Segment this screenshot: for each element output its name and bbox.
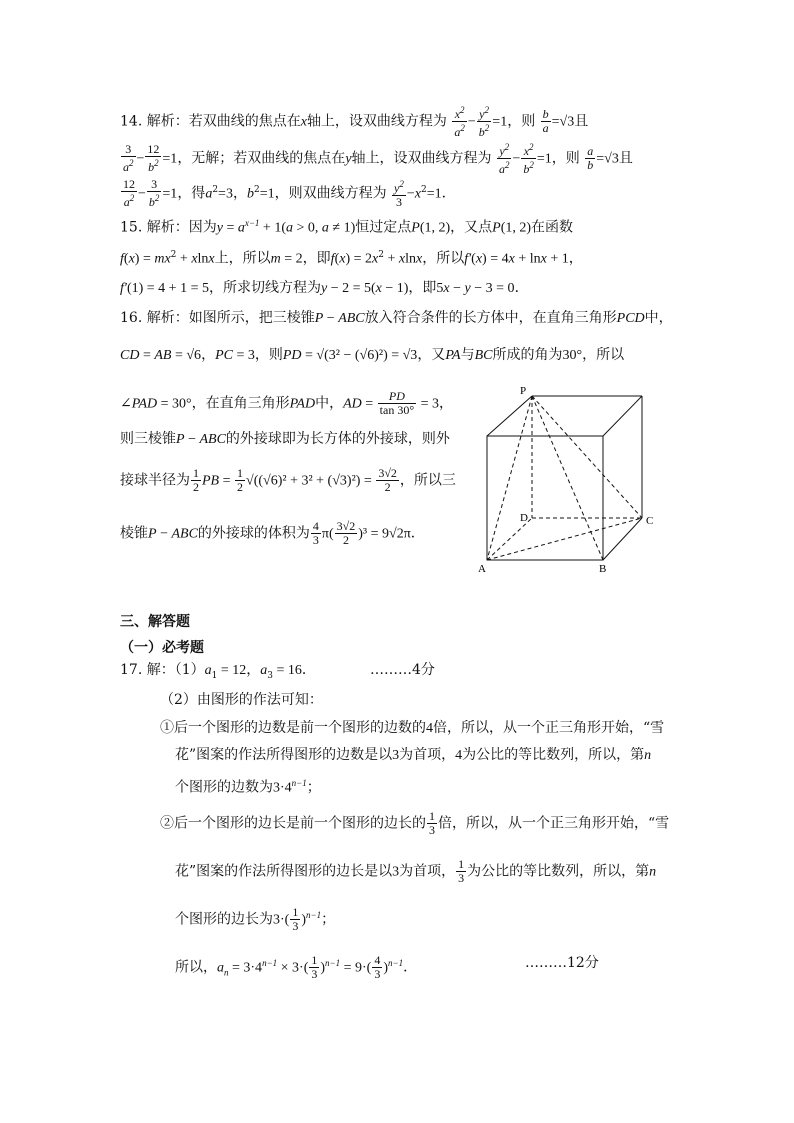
text: ，则双曲线方程为	[274, 185, 387, 202]
text: ，即	[302, 250, 331, 267]
text: 所成的角为	[492, 347, 563, 363]
score-12: ………12分	[525, 955, 599, 971]
text: ，无解；若双曲线的焦点在	[177, 150, 346, 167]
q16-line-5: 接球半径为 $\frac{1}{2}$ PB = $\frac{1}{2}$ √((√6)² + 3² + (√3)²) = $\frac{3√2}{2}$ ，所以三	[120, 466, 456, 494]
text: ，则	[254, 347, 283, 363]
q16-line-6: 棱锥P − ABC的外接球的体积为 $\frac{4}{3}$ π( $\frac{3√2}{2}$ )³ = 9√2π．	[120, 519, 425, 547]
edge	[487, 396, 532, 436]
text: ①后一个图形的边数是前一个图形的边数的	[160, 720, 426, 736]
q17-line-9: 所以，$a_n = 3\cdot 4^{n-1} \times 3\cdot$( $\frac{1}{3}$ )$^{n-1}$ = 9·( $\frac{4}{3}$ )$^{n-1}$． ………12分	[175, 953, 599, 982]
text: 个图形的边数为	[175, 779, 273, 796]
q17-line-2	[160, 690, 323, 710]
label-D: D	[520, 512, 528, 524]
text: 接球半径为	[120, 472, 190, 489]
q16-line-4: 则三棱锥P − ABC的外接球即为长方体的外接球，则外	[120, 431, 450, 447]
text: 轴上，设双曲线方程为	[306, 113, 447, 130]
text: ．	[441, 185, 456, 202]
text: ，即	[408, 280, 437, 296]
text: 为首项，	[399, 747, 456, 763]
q14-line-2: $\frac{3}{a^2}$ − $\frac{12}{b^2}$ =1，无解；若双曲线的焦点在y轴上，设双曲线方程为 $\frac{y^2}{a^2}$ − $\frac{x^2}{b^2}$ =1，则 $\frac{a}{b}$ =√3且	[123, 142, 633, 176]
text: 个图形的边长为	[175, 911, 273, 928]
q14-line-1: 14. 解析：若双曲线的焦点在x轴上，设双曲线方程为 $\frac{x^2}{a^2}$ − $\frac{y^2}{b^2}$ =1，则 $\frac{b}{a}$ =√3且	[120, 105, 589, 139]
text: ，又	[417, 347, 446, 363]
edge	[603, 518, 642, 560]
text: 所以，	[175, 959, 217, 976]
text: ，则	[551, 150, 580, 167]
box-pyramid-figure	[470, 378, 670, 578]
text: 轴上，设双曲线方程为	[351, 150, 492, 167]
text: ，所以	[422, 250, 465, 267]
edge-PB	[532, 396, 603, 560]
q17-line-3: ①后一个图形的边数是前一个图形的边数的4倍，所以，从一个正三角形开始，“雪	[160, 720, 665, 736]
text: 14. 解析：若双曲线的焦点在	[120, 113, 301, 130]
text: 花”图案的作法所得图形的边长是以	[175, 863, 393, 880]
text: ，	[201, 347, 216, 363]
text: 则三棱锥	[120, 431, 176, 447]
text: 15. 解析：因为	[120, 219, 217, 236]
text: 放入符合条件的长方体中，在直角三角形	[364, 310, 617, 326]
text: 倍，所以，从一个正三角形开始，“雪	[438, 815, 670, 832]
edge-AC	[487, 518, 642, 560]
q17-line-1: 17. 解：$(1)a_1 = 12$，$a_3 = 16$． ………4分	[120, 662, 435, 681]
q15-line-3: f′(1) = 4 + 1 = 5，所求切线方程为y − 2 = 5(x − 1)，即5x − y − 3 = 0．	[120, 280, 529, 296]
text: ，则	[507, 113, 536, 130]
text: ，	[439, 395, 454, 412]
text: 16. 解析：如图所示，把三棱锥	[120, 310, 315, 326]
label-P: P	[520, 385, 527, 397]
text: 为公比的等比数列，所以，第	[462, 747, 645, 763]
text: ，又点	[450, 219, 493, 236]
text: ．	[410, 525, 425, 542]
text: 恒过定点	[355, 219, 412, 236]
text: 在函数	[531, 219, 574, 236]
text: 与	[460, 347, 475, 363]
text: ②后一个图形的边长是前一个图形的边长的	[160, 815, 426, 832]
text: 的外接球的体积为	[197, 525, 310, 542]
text: 17. 解：（1）	[120, 662, 205, 678]
text: 为公比的等比数列，所以，第	[467, 863, 650, 880]
text: 中，	[644, 310, 673, 326]
text: ；	[321, 911, 336, 928]
text: ．	[301, 662, 316, 678]
text: ，所求切线方程为	[208, 280, 321, 296]
text: 且	[574, 113, 589, 130]
text: ．	[403, 959, 418, 976]
q16-line-3: ∠PAD = 30°，在直角三角形PAD中，AD = $\frac{PD}{\tan 30^\circ}$ = 3，	[120, 389, 454, 417]
edge-PC	[532, 396, 642, 518]
text: ，在直角三角形	[191, 395, 290, 412]
text: 花”图案的作法所得图形的边数是以	[175, 747, 393, 763]
text: ，所以	[582, 347, 625, 363]
text: 中，	[315, 395, 344, 412]
text: 且	[618, 150, 633, 167]
text: ，	[246, 662, 261, 678]
text: ，得	[177, 185, 206, 202]
label-A: A	[478, 563, 486, 575]
text: 倍，所以，从一个正三角形开始，“雪	[433, 720, 665, 736]
q17-line-4: 花”图案的作法所得图形的边数是以3为首项，4为公比的等比数列，所以，第n	[175, 747, 652, 763]
q17-line-6: ②后一个图形的边长是前一个图形的边长的 $\frac{1}{3}$ 倍，所以，从一个正三角形开始，“雪	[160, 809, 670, 837]
text: ．	[514, 280, 529, 296]
text: 的外接球即为长方体的外接球，则外	[225, 431, 450, 447]
section-subtitle: （一）必考题	[120, 640, 204, 656]
text: ，	[232, 185, 247, 202]
text: ，	[568, 250, 583, 267]
text: 为首项，	[399, 863, 456, 880]
score-4: ………4分	[370, 662, 435, 678]
q16-line-1: 16. 解析：如图所示，把三棱锥P − ABC放入符合条件的长方体中，在直角三角形PCD中，	[120, 310, 673, 326]
text: 棱锥	[120, 525, 148, 542]
text: （2）由图形的作法可知：	[160, 692, 323, 708]
text: ，所以三	[399, 472, 456, 489]
edge	[603, 396, 642, 436]
q15-line-1: 15. 解析：因为$y = a^{x-1} + 1(a > 0$, a ≠ 1)恒过定点P(1, 2)，又点P(1, 2)在函数	[120, 218, 574, 236]
text: ；	[306, 779, 321, 796]
section-title: 三、解答题	[120, 614, 190, 630]
q14-line-3: $\frac{12}{a^2}$ − $\frac{3}{b^2}$ =1，得$a^2=3$，$b^2=1$，则双曲线方程为 $\frac{y^2}{3}$ $-x^2=1$．	[123, 177, 456, 209]
q16-line-2: CD = AB = √6，PC = 3，则PD = √(3² − (√6)²) = √3，又PA与BC所成的角为30°，所以	[120, 347, 625, 363]
q15-line-2: $f(x) = mx^2 + xlnx$上，所以m = 2，即$f(x) = 2x^2 + xlnx$，所以f′(x) = 4x + lnx + 1，	[120, 250, 583, 267]
label-B: B	[599, 563, 607, 575]
q17-line-7: 花”图案的作法所得图形的边长是以3为首项， $\frac{1}{3}$ 为公比的等比数列，所以，第n	[175, 857, 657, 885]
edge-PA	[487, 396, 532, 560]
q17-line-5: 个图形的边数为$3\cdot 4^{n-1}$；	[175, 778, 321, 796]
label-C: C	[646, 515, 654, 527]
q17-line-8: 个图形的边长为3·( $\frac{1}{3}$ )$^{n-1}$；	[175, 905, 336, 934]
text: 上，所以	[214, 250, 271, 267]
